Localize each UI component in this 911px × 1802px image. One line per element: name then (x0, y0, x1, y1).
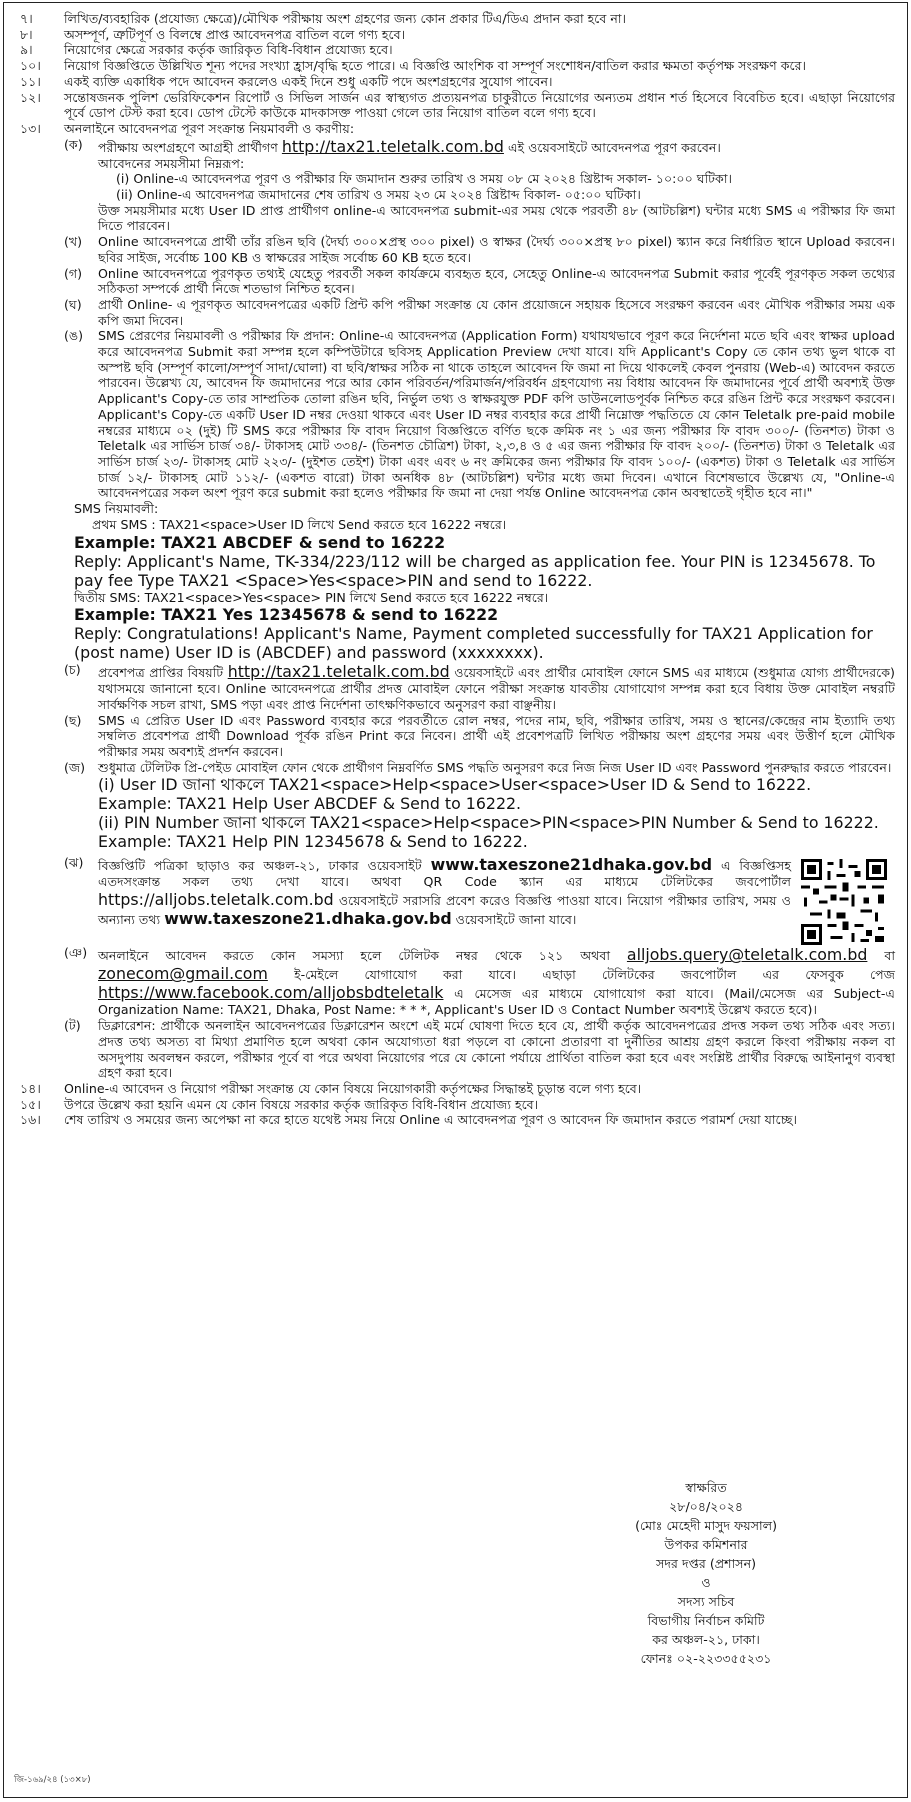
sub-item-number: (ক) (64, 136, 83, 152)
signature-date: ২৮/০৪/২০২৪ (669, 1499, 744, 1514)
item-text: নিয়োগের ক্ষেত্রে সরকার কর্তৃক জারিকৃত বিধি-বিধান প্রযোজ্য হবে। (64, 42, 393, 58)
sub-item-jha (64, 855, 895, 945)
notice-page (3, 2, 908, 1798)
sub-item-ka (64, 137, 895, 235)
sub-item-body (98, 137, 895, 235)
item-13 (14, 121, 895, 1081)
item-number: ১৬। (20, 1112, 41, 1128)
signatory-committee: বিভাগীয় নির্বাচন কমিটি (647, 1613, 765, 1628)
item-16 (14, 1112, 895, 1128)
item-number: ৮। (20, 26, 33, 42)
website-text-3: ওয়েবসাইটে সরাসরি প্রবেশ করেও বিজ্ঞপ্তি পাওয়া যাবে। নিয়োগ পরীক্ষার তারিখ, সময় ও অন্যান্য তথ্য (98, 893, 791, 928)
website-text-2: এ বিজ্ঞপ্তিসহ এতদসংক্রান্ত সকল তথ্য দেখা যাবে। অথবা QR Code স্ক্যান এর মাধ্যমে টেলিটকের জবপোর্টাল (98, 858, 791, 890)
item-text: সন্তোষজনক পুলিশ ভেরিফিকেশন রিপোর্ট ও সিভিল সার্জন এর স্বাস্থ্যগত প্রত্যয়নপত্র চাকুরীতে নিয়োগের অন্যতম প্রধান শর্ত হিসেবে বিবেচিত হবে। এছাড়া নিয়োগের পূর্বে ডোপ টেস্ট করা হবে। ডোপ টেস্টে কাউকে মাদকাসক্ত পাওয়া গেলে তার নিয়োগ বাতিল বলে গণ্য হবে। (64, 89, 895, 121)
item-number: ১০। (20, 58, 41, 74)
item-text: শেষ তারিখ ও সময়ের জন্য অপেক্ষা না করে হাতে যথেষ্ট সময় নিয়ে Online এ আবেদনপত্র পূরণ ও আবেদন ফি জমাদান করতে পরামর্শ দেয়া যাচ্ছে। (64, 1112, 798, 1128)
recovery-example-2: Example: TAX21 Help PIN 12345678 & Send to 16222. (98, 832, 528, 852)
item-text: একই ব্যক্তি একাধিক পদে আবেদন করলেও একই দিনে শুধু একটি পদে অংশগ্রহণের সুযোগ পাবেন। (64, 73, 553, 89)
item-9 (14, 42, 895, 58)
zone-website-link[interactable]: www.taxeszone21dhaka.gov.bd (430, 855, 713, 875)
item-text: উপরে উল্লেখ করা হয়নি এমন যে কোন বিষয়ে সরকার কর্তৃক জারিকৃত বিধি-বিধান প্রযোজ্য হবে। (64, 1096, 539, 1112)
contact-mid: ই-মেইলে যোগাযোগ করা যাবে। এছাড়া টেলিটকের জবপোর্টাল এর ফেসবুক পেজ (294, 967, 895, 983)
sub-item-body (98, 945, 895, 1018)
recovery-text: শুধুমাত্র টেলিটক প্রি-পেইড মোবাইল ফোন থেকে প্রার্থীগণ নিম্নবর্ণিত SMS পদ্ধতি অনুসরণ করে নিজ নিজ User ID এবং Password পুনরুদ্ধার করতে পারবেন। (98, 759, 892, 775)
contact-post: এ মেসেজ এর মাধ্যমে যোগাযোগ করা যাবে। (Mail/মেসেজ এর Subject-এ Organization Name: TAX21, Dhaka, Post Name: * * *, Applicant's User ID ও Contact Number অবশ্যই উল্লেখ করতে হবে)। (98, 986, 895, 1018)
sub-item-number: (ঞ) (64, 945, 88, 961)
sms-rules (64, 501, 895, 662)
sub-item-ja (64, 760, 895, 852)
sub-item-ta (64, 1018, 895, 1081)
item-text: অনলাইনে আবেদনপত্র পূরণ সংক্রান্ত নিয়মাবলী ও করণীয়: (64, 120, 355, 136)
item-text: নিয়োগ বিজ্ঞপ্তিতে উল্লিখিত শূন্য পদের সংখ্যা হ্রাস/বৃদ্ধি হতে পারে। এ বিজ্ঞপ্তি আংশিক বা সম্পূর্ণ সংশোধন/বাতিল করার ক্ষমতা কর্তৃপক্ষ সংরক্ষণ করে। (64, 58, 807, 74)
signed-label: স্বাক্ষরিত (685, 1480, 727, 1495)
item-12 (14, 90, 895, 121)
sub-item-ga (64, 266, 895, 297)
sub-item-text: SMS প্রেরণের নিয়মাবলী ও পরীক্ষার ফি প্রদান: Online-এ আবেদনপত্র (Application Form) যথাযথভাবে পূরণ করে নির্দেশনা মতে ছবি এবং স্বাক্ষর upload করে আবেদনপত্র Submit করা সম্পন্ন হলে কম্পিউটারে ছবিসহ Application Preview দেখা যাবে। যদি Applicant's Copy তে কোন তথ্য ভুল থাকে বা অস্পষ্ট ছবি (সম্পূর্ণ কালো/সম্পূর্ণ সাদা/ঘোলা) বা ছবি/স্বাক্ষর সঠিক না থাকে তাহলে আবেদন ফি জমা না দিয়ে থাকলেই কেবল পুনরায় (Web-এ) আবেদন করতে পারবেন। উল্লেখ্য যে, আবেদন ফি জমাদানের পরে আর কোন পরিবর্তন/পরিমার্জন/পরিবর্ধন গ্রহণযোগ্য নয় বিধায় আবেদন ফি জমাদানের পূর্বে প্রার্থী অবশ্যই উক্ত Applicant's Copy-তে তার সাম্প্রতিক তোলা রঙিন ছবি, নির্ভুল তথ্য ও স্বাক্ষরযুক্ত PDF কপি ডাউনলোডপূর্বক নিশ্চিত করে রঙিন প্রিন্ট করে সংরক্ষণ করবেন। Applicant's Copy-তে একটি User ID নম্বর দেওয়া থাকবে এবং User ID নম্বর ব্যবহার করে প্রার্থী নিম্নোক্ত পদ্ধতিতে যে কোন Teletalk pre-paid mobile নম্বরের মাধ্যমে ০২ (দুই) টি SMS করে পরীক্ষার ফি বাবদ নিয়োগ বিজ্ঞপ্তিতে বর্ণিত ছকে ক্রমিক নং ১ এর জন্য পরীক্ষার ফি বাবদ ৩০০/- (তিনশত) টাকা ও Teletalk এর সার্ভিস চার্জ ৩৪/- টাকাসহ মোট ৩৩৪/- (তিনশত চৌত্রিশ) টাকা, ২,৩,৪ ও ৫ এর জন্য পরীক্ষার ফি বাবদ ২০০/- (তিনশত) টাকা ও Teletalk এর সার্ভিস চার্জ ২৩/- টাকাসহ মোট ২২৩/- (দুইশত তেইশ) টাকা এবং এবং ৬ নং ক্রমিকের জন্য পরীক্ষার ফি বাবদ ১০০/- (একশত) টাকা ও Teletalk এর সার্ভিস চার্জ ১২/- টাকাসহ মোট ১১২/- (একশত বারো) টাকা অনধিক ৪৮ (আটচল্লিশ) ঘন্টার মধ্যে জমা দিবেন। এখানে বিশেষভাবে উল্লেখ্য যে, "Online-এ আবেদনপত্রের সকল অংশ পূরণ করে submit করা হলেও পরীক্ষার ফি জমা না দেয়া পর্যন্ত Online আবেদনপত্র কোন অবস্থাতেই গৃহীত হবে না।" (98, 328, 895, 501)
sub-item-body (98, 662, 895, 712)
signatory-zone: কর অঞ্চল-২১, ঢাকা। (652, 1632, 760, 1647)
period-start: (i) Online-এ আবেদনপত্র পূরণ ও পরীক্ষার ফি জমাদান শুরুর তারিখ ও সময় ০৮ মে ২০২৪ খ্রিষ্টাব্দ সকাল- ১০:০০ ঘটিকা। (116, 171, 732, 187)
sub-item-number: (গ) (64, 265, 83, 281)
footer-code: জি-১৬৯/২৪ (১৩×৮) (14, 1775, 91, 1786)
item-15 (14, 1097, 895, 1113)
item-text: লিখিত/ব্যবহারিক (প্রযোজ্য ক্ষেত্রে)/মৌখিক পরীক্ষায় অংশ গ্রহণের জন্য কোন প্রকার টিএ/ডিএ প্রদান করা হবে না। (64, 11, 627, 26)
sub-item-number: (ট) (64, 1018, 81, 1034)
recovery-userid: (i) User ID জানা থাকলে TAX21<space>Help<space>User<space>User ID & Send to 16222. (98, 775, 812, 795)
apply-line (98, 137, 895, 156)
signatory-name: (মোঃ মেহেদী মাসুদ ফয়সাল) (635, 1518, 777, 1533)
signatory-and: ও (701, 1575, 711, 1590)
website-text-4: ওয়েবসাইটে জানা যাবে। (455, 912, 577, 928)
sub-item-kha (64, 234, 895, 265)
alljobs-link[interactable]: https://alljobs.teletalk.com.bd (98, 890, 334, 910)
period-title: আবেদনের সময়সীমা নিম্নরূপ: (98, 155, 245, 171)
item-number: ৭। (20, 11, 33, 26)
item-10 (14, 58, 895, 74)
sms-first: প্রথম SMS : TAX21<space>User ID লিখে Send করতে হবে 16222 নম্বরে। (92, 516, 507, 532)
apply-url-link[interactable]: http://tax21.teletalk.com.bd (281, 136, 504, 156)
apply-line-post: এই ওয়েবসাইটে আবেদনপত্র পূরণ করবেন। (507, 139, 721, 155)
sub-item-body (98, 855, 895, 945)
item-number: ১২। (20, 89, 41, 105)
signatory-member: সদস্য সচিব (677, 1594, 735, 1609)
item-text: Online-এ আবেদন ও নিয়োগ পরীক্ষা সংক্রান্ত যে কোন বিষয়ে নিয়োগকারী কর্তৃপক্ষের সিদ্ধান্তই চূড়ান্ত বলে গণ্য হবে। (64, 1080, 642, 1096)
contact-or: বা (884, 948, 895, 964)
sms-reply-1: Reply: Applicant's Name, TK-334/223/112 will be charged as application fee. Your PIN is 12345678. To pay fee Type TAX21 <Space>Yes<space>PIN and send to 16222. (74, 551, 876, 590)
sub-item-number: (ঝ) (64, 855, 84, 871)
sms-reply-2: Reply: Congratulations! Applicant's Name, Payment completed successfully for TAX21 Application for (post name) User ID is (ABCDEF) and password (xxxxxxxx). (74, 624, 873, 663)
website-info (98, 855, 791, 928)
item-number: ১৪। (20, 1080, 41, 1096)
item-14 (14, 1081, 895, 1097)
sub-item-text: Online আবেদনপত্রে পূরণকৃত তথ্যই যেহেতু পরবর্তী সকল কার্যক্রমে ব্যবহৃত হবে, সেহেতু Online-এ আবেদনপত্র Submit করার পূর্বেই পূরণকৃত সকল তথ্যের সঠিকতা সম্পর্কে প্রার্থী নিজে শতভাগ নিশ্চিত হবেন। (98, 265, 895, 297)
period-note: উক্ত সময়সীমার মধ্যে User ID প্রাপ্ত প্রার্থীগণ online-এ আবেদনপত্র submit-এর সময় থেকে পরবর্তী ৪৮ (আটচল্লিশ) ঘন্টার মধ্যে SMS এ পরীক্ষার ফি জমা দিতে পারবেন। (98, 202, 895, 234)
sub-item-text: Online আবেদনপত্রে প্রার্থী তাঁর রঙিন ছবি (দৈর্ঘ্য ৩০০×প্রস্থ ৩০০ pixel) ও স্বাক্ষর (দৈর্ঘ্য ৩০০×প্রস্থ ৮০ pixel) স্ক্যান করে নির্ধারিত স্থানে Upload করবেন। ছবির সাইজ, সর্বোচ্চ 100 KB ও স্বাক্ষরের সাইজ সর্বোচ্চ 60 KB হতে হবে। (98, 234, 895, 265)
apply-line-pre: পরীক্ষায় অংশগ্রহণে আগ্রহী প্রার্থীগণ (98, 139, 278, 155)
signatory-designation: উপকর কমিশনার (664, 1537, 748, 1552)
signatory-office: সদর দপ্তর (প্রশাসন) (656, 1556, 757, 1571)
item-text: অসম্পূর্ণ, ত্রুটিপূর্ণ ও বিলম্বে প্রাপ্ত আবেদনপত্র বাতিল বলে গণ্য হবে। (64, 26, 406, 42)
qr-code-icon[interactable] (801, 859, 887, 945)
signature-block (635, 1478, 777, 1668)
sub-item-number: (ঙ) (64, 328, 84, 344)
sub-item-chha (64, 713, 895, 760)
sms-example-2: Example: TAX21 Yes 12345678 & send to 16222 (74, 605, 499, 625)
facebook-link[interactable]: https://www.facebook.com/alljobsbdteletalk (98, 983, 444, 1003)
admit-pre: প্রবেশপত্র প্রাপ্তির বিষয়টি (98, 665, 224, 681)
sub-item-number: (জ) (64, 759, 86, 775)
zone21-website-link[interactable]: www.taxeszone21.dhaka.gov.bd (164, 909, 452, 929)
sub-item-number: (ঘ) (64, 296, 82, 312)
signatory-phone: ফোনঃ ০২-২২৩৩৫৫২৩১ (640, 1651, 772, 1666)
contact-pre: অনলাইনে আবেদন করতে কোন সমস্যা হলে টেলিটক নম্বর থেকে ১২১ অথবা (98, 948, 610, 964)
sub-item-body (98, 760, 895, 852)
sms-example-1: Example: TAX21 ABCDEF & send to 16222 (74, 532, 446, 552)
item-13-body (64, 121, 895, 1081)
item-number: ১৫। (20, 1096, 41, 1112)
sub-item-uma (64, 328, 895, 501)
sub-item-text: SMS এ প্রেরিত User ID এবং Password ব্যবহার করে পরবর্তীতে রোল নম্বর, পদের নাম, ছবি, পরীক্ষার তারিখ, সময় ও স্থানের/কেন্দ্রের নাম ইত্যাদি তথ্য সম্বলিত প্রবেশপত্র প্রার্থী Download পূর্বক রঙিন Print করে নিবেন। প্রার্থী এই প্রবেশপত্রটি লিখিত পরীক্ষায় অংশ গ্রহণের সময় এবং উত্তীর্ণ হলে মৌখিক পরীক্ষার সময় অবশ্যই প্রদর্শন করবেন। (98, 712, 895, 760)
recovery-example-1: Example: TAX21 Help User ABCDEF & Send to 16222. (98, 794, 522, 814)
query-email-link[interactable]: alljobs.query@teletalk.com.bd (626, 945, 868, 965)
item-7 (14, 11, 895, 27)
sub-item-text: প্রার্থী Online- এ পূরণকৃত আবেদনপত্রের একটি প্রিন্ট কপি পরীক্ষা সংক্রান্ত যে কোন প্রয়োজনে সহায়ক হিসেবে সংরক্ষণ করবেন এবং মৌখিক পরীক্ষার সময় এক কপি জমা দিবেন। (98, 296, 895, 328)
sms-second: দ্বিতীয় SMS: TAX21<space>Yes<space> PIN লিখে Send করতে হবে 16222 নম্বরে। (74, 589, 549, 605)
sub-item-text: ডিক্লারেশন: প্রার্থীকে অনলাইন আবেদনপত্রের ডিক্লারেশন অংশে এই মর্মে ঘোষণা দিতে হবে যে, প্রার্থী কর্তৃক আবেদনপত্রের প্রদত্ত সকল তথ্য সঠিক এবং সত্য। প্রদত্ত তথ্য অসত্য বা মিথ্যা প্রমাণিত হলে অথবা কোন অযোগ্যতা ধরা পড়লে বা কোনো প্রতারণা বা দুর্নীতির আশ্রয় গ্রহণ করলে কিংবা পরীক্ষায় নকল বা অসদুপায় অবলম্বন করলে, পরীক্ষার পূর্বে বা পরে অথবা নিয়োগের পরে যে কোনো পর্যায়ে প্রার্থিতা বাতিল করা হবে এবং সংশ্লিষ্ট প্রার্থীর বিরুদ্ধে আইনানুগ ব্যবস্থা গ্রহণ করা হবে। (98, 1018, 895, 1081)
sub-item-nya (64, 945, 895, 1018)
item-number: ৯। (20, 42, 33, 58)
item-number: ১১। (20, 73, 41, 89)
item-8 (14, 27, 895, 43)
period-end: (ii) Online-এ আবেদনপত্র জমাদানের শেষ তারিখ ও সময় ২৩ মে ২০২৪ খ্রিষ্টাব্দ বিকাল- ০৫:০০ ঘটিকা। (116, 187, 641, 203)
admit-post: ওয়েবসাইটে এবং প্রার্থীর মোবাইল ফোনে SMS এর মাধ্যমে (শুধুমাত্র যোগ্য প্রার্থীদেরকে) যথাসময়ে জানানো হবে। Online আবেদনপত্রে প্রার্থীর প্রদত্ত মোবাইল ফোনে পরীক্ষা সংক্রান্ত যাবতীয় যোগাযোগ সম্পন্ন করা হবে বিধায় উক্ত মোবাইল নম্বরটি সার্বক্ষণিক সচল রাখা, SMS পড়া এবং প্রাপ্ত নির্দেশনা তাৎক্ষণিকভাবে অনুসরণ করা বাঞ্ছনীয়। (98, 665, 895, 712)
website-text-1: বিজ্ঞপ্তিটি পত্রিকা ছাড়াও কর অঞ্চল-২১, ঢাকার ওয়েবসাইট (98, 858, 422, 874)
sub-item-number: (ছ) (64, 712, 82, 728)
sub-item-gha (64, 297, 895, 328)
item-number: ১৩। (20, 120, 41, 136)
recovery-pin: (ii) PIN Number জানা থাকলে TAX21<space>Help<space>PIN<space>PIN Number & Send to 16222. (98, 813, 879, 833)
admit-url-link[interactable]: http://tax21.teletalk.com.bd (227, 662, 450, 682)
sms-title: SMS নিয়মাবলী: (74, 501, 159, 517)
sub-item-number: (চ) (64, 662, 81, 678)
zonecom-email-link[interactable]: zonecom@gmail.com (98, 964, 268, 984)
sub-item-cha (64, 662, 895, 712)
sub-item-number: (খ) (64, 234, 83, 250)
item-11 (14, 74, 895, 90)
